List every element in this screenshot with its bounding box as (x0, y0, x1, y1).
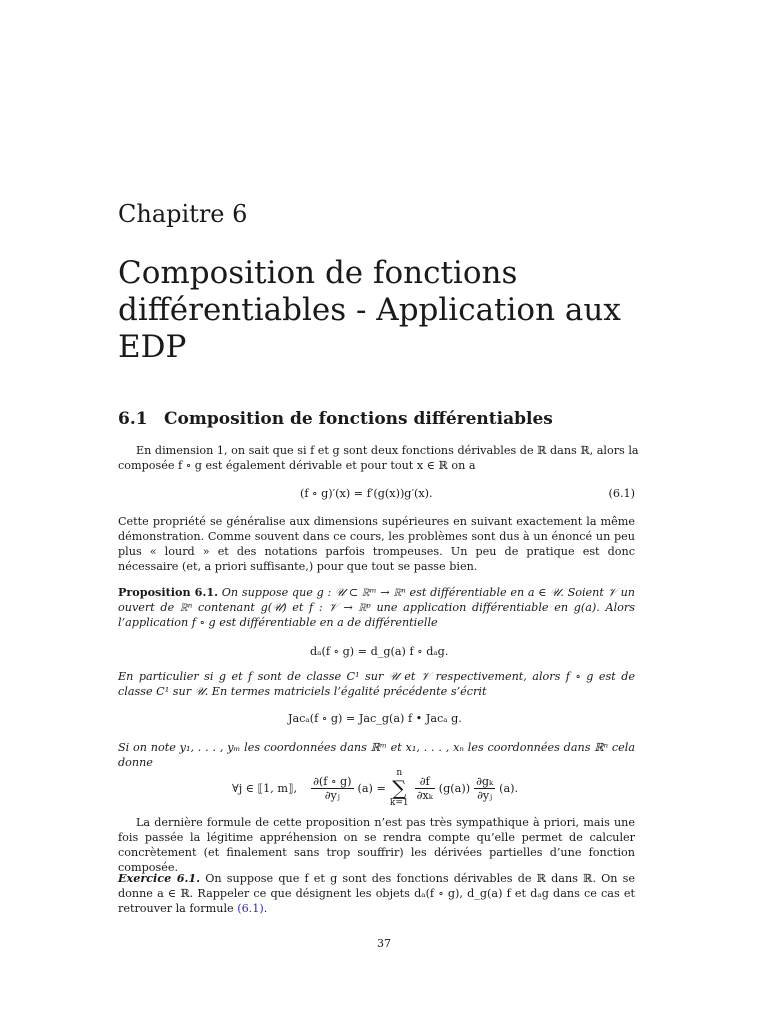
proposition-label: Proposition 6.1. (118, 585, 219, 599)
fraction (474, 775, 495, 802)
exercise-text: On suppose que f et g sont des fonctions dérivables de ℝ dans ℝ. On se donne a ∈ ℝ. Rappeler ce que désignent les objets dₐ(f ∘ g), d_g(a) f et dₐg dans ce cas et retrouver la formule (118, 872, 635, 915)
intro-line-2: composée f ∘ g est également dérivable et pour tout x ∈ ℝ on a (118, 459, 476, 472)
sum-upper: n (396, 768, 403, 778)
chapter-title-line: Composition de fonctions (118, 255, 518, 291)
sum-symbol: ∑ (392, 776, 407, 800)
evaluation-text: (a). (499, 781, 519, 795)
evaluation-text: (g(a)) (438, 781, 471, 795)
forall-clause: ∀j ∈ ⟦1, m⟧, (232, 781, 298, 795)
proposition-text-2: En particulier si g et f sont de classe C¹ sur 𝒰 et 𝒱 respectivement, alors f ∘ g est de classe C¹ sur 𝒰. En termes matriciels l’égalité précédente s’écrit (118, 670, 635, 698)
fraction (415, 775, 435, 802)
fraction (311, 775, 353, 802)
section-number: 6.1 (118, 409, 148, 429)
exercise-block (118, 871, 635, 916)
proposition-block (118, 585, 635, 630)
intro-line-1: En dimension 1, on sait que si f et g sont deux fonctions dérivables de ℝ dans ℝ, alors la (136, 444, 639, 457)
equation-reference-link[interactable]: (6.1) (237, 902, 264, 915)
chapter-label: Chapitre 6 (118, 200, 248, 228)
paragraph: Cette propriété se généralise aux dimensions supérieures en suivant exactement la même démonstration. Comme souvent dans ce cours, les problèmes sont dus à un énoncé un peu plus « lourd » et des notations parfois trompeuses. Un peu de pratique est donc nécessaire (et, a priori suffisante,) pour que tout se passe bien. (118, 515, 635, 573)
chapter-title (118, 255, 678, 366)
chapter-title-line: différentiables - Application aux (118, 292, 621, 328)
evaluation-text: (a) = (357, 781, 386, 795)
exercise-label: Exercice 6.1. (118, 871, 201, 885)
numerator: ∂f (415, 775, 435, 789)
proposition-text: On suppose que g : 𝒰 ⊂ ℝᵐ → ℝⁿ est différentiable en a ∈ 𝒰. Soient 𝒱 un ouvert de ℝⁿ contenant g(𝒰) et f : 𝒱 → ℝᵖ une application différentiable en g(a). Alors l’application f ∘ g est différentiable en a de différentielle (118, 586, 636, 629)
denominator: ∂xₖ (416, 788, 433, 802)
summation (390, 768, 409, 808)
section-title: Composition de fonctions différentiables (164, 409, 553, 429)
chapter-title-line: EDP (118, 329, 187, 365)
jacobian-equation: Jacₐ(f ∘ g) = Jac_g(a) f • Jacₐ g. (288, 712, 462, 725)
equation-6-1: (f ∘ g)′(x) = f′(g(x))g′(x). (300, 487, 433, 500)
denominator: ∂yⱼ (324, 788, 340, 802)
numerator: ∂(f ∘ g) (313, 774, 352, 788)
sum-lower: k=1 (389, 798, 409, 808)
denominator: ∂yⱼ (477, 788, 493, 802)
paragraph: La dernière formule de cette proposition n’est pas très sympathique à priori, mais une fois passée la légitime appréhension on se rendra compte qu’elle permet de calculer concrètement (et finalement sans trop souffrir) les dérivées partielles d’une fonction composée. (118, 816, 635, 874)
equation-number: (6.1) (608, 487, 635, 500)
proposition-equation: dₐ(f ∘ g) = d_g(a) f ∘ dₐg. (310, 645, 449, 658)
proposition-text-3: Si on note y₁, . . . , yₘ les coordonnées dans ℝᵐ et x₁, . . . , xₙ les coordonnées dans ℝⁿ cela donne (118, 741, 635, 769)
exercise-end: . (263, 902, 268, 915)
numerator: ∂gₖ (476, 774, 494, 788)
page-number: 37 (377, 937, 391, 950)
partial-derivative-equation (232, 768, 518, 808)
section-heading (118, 409, 553, 429)
